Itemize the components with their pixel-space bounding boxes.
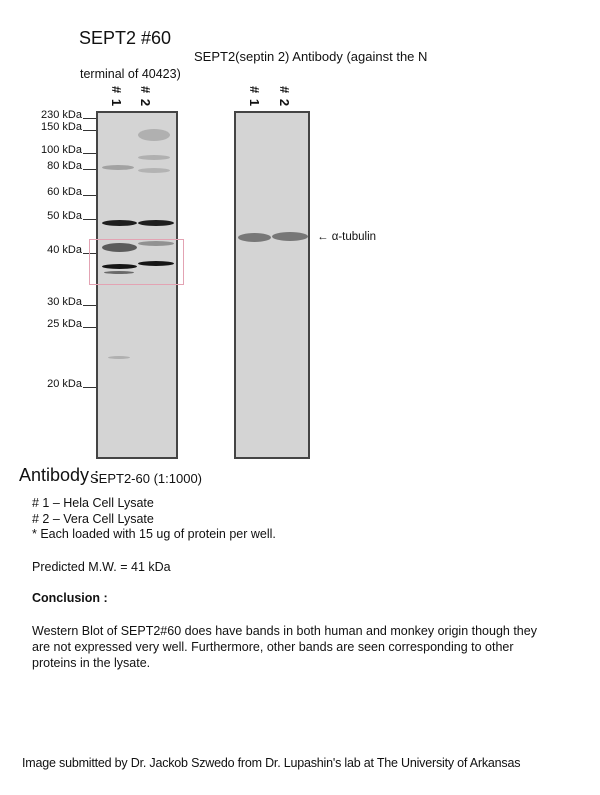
marker-tick	[83, 153, 97, 154]
band	[138, 129, 170, 141]
marker-label: 20 kDa	[47, 378, 82, 390]
marker-label: 80 kDa	[47, 160, 82, 172]
band	[108, 356, 130, 359]
band	[102, 220, 137, 226]
marker-label: 25 kDa	[47, 318, 82, 330]
band	[138, 168, 170, 173]
lane-label-1-right: # 1	[247, 86, 262, 108]
marker-tick	[83, 219, 97, 220]
marker-label: 100 kDa	[41, 144, 82, 156]
conclusion-text: Western Blot of SEPT2#60 does have bands in both human and monkey origin though they are not expressed very well. Furthermore, other bands are seen corresponding to other proteins in the lysate.	[32, 624, 537, 670]
region-of-interest-box	[89, 239, 184, 285]
marker-tick	[83, 118, 97, 119]
marker-label: 60 kDa	[47, 186, 82, 198]
page-title: SEPT2 #60	[79, 28, 172, 48]
lane-label-2-right: # 2	[277, 86, 292, 108]
lane-label-1-left: # 1	[109, 86, 124, 108]
alpha-tubulin-label: ← α-tubulin	[317, 231, 377, 243]
antibody-value: SEPT2-60 (1:1000)	[90, 471, 203, 486]
marker-label: 40 kDa	[47, 244, 82, 256]
western-blot-sept2	[96, 111, 178, 459]
band	[102, 165, 134, 170]
marker-label: 150 kDa	[41, 121, 82, 133]
marker-tick	[83, 327, 97, 328]
conclusion-heading: Conclusion :	[32, 591, 108, 605]
lane-label-2-left: # 2	[138, 86, 153, 108]
sample-1: # 1 – Hela Cell Lysate	[32, 496, 154, 510]
loading-note: * Each loaded with 15 ug of protein per well.	[32, 527, 276, 541]
marker-tick	[83, 169, 97, 170]
subtitle-line-1: SEPT2(septin 2) Antibody (against the N	[194, 49, 428, 64]
band	[272, 232, 308, 241]
marker-tick	[83, 195, 97, 196]
marker-tick	[83, 387, 97, 388]
band	[138, 220, 174, 226]
marker-label: 30 kDa	[47, 296, 82, 308]
western-blot-tubulin	[234, 111, 310, 459]
band	[238, 233, 271, 242]
antibody-heading: Antibody :	[19, 465, 100, 485]
sample-2: # 2 – Vera Cell Lysate	[32, 512, 154, 526]
predicted-mw: Predicted M.W. = 41 kDa	[32, 560, 171, 574]
marker-tick	[83, 305, 97, 306]
subtitle-line-2: terminal of 40423)	[80, 67, 181, 81]
marker-tick	[83, 130, 97, 131]
marker-label: 230 kDa	[41, 109, 82, 121]
marker-label: 50 kDa	[47, 210, 82, 222]
image-credit: Image submitted by Dr. Jackob Szwedo from Dr. Lupashin's lab at The University of Arkansas	[22, 756, 521, 770]
band	[138, 155, 170, 160]
